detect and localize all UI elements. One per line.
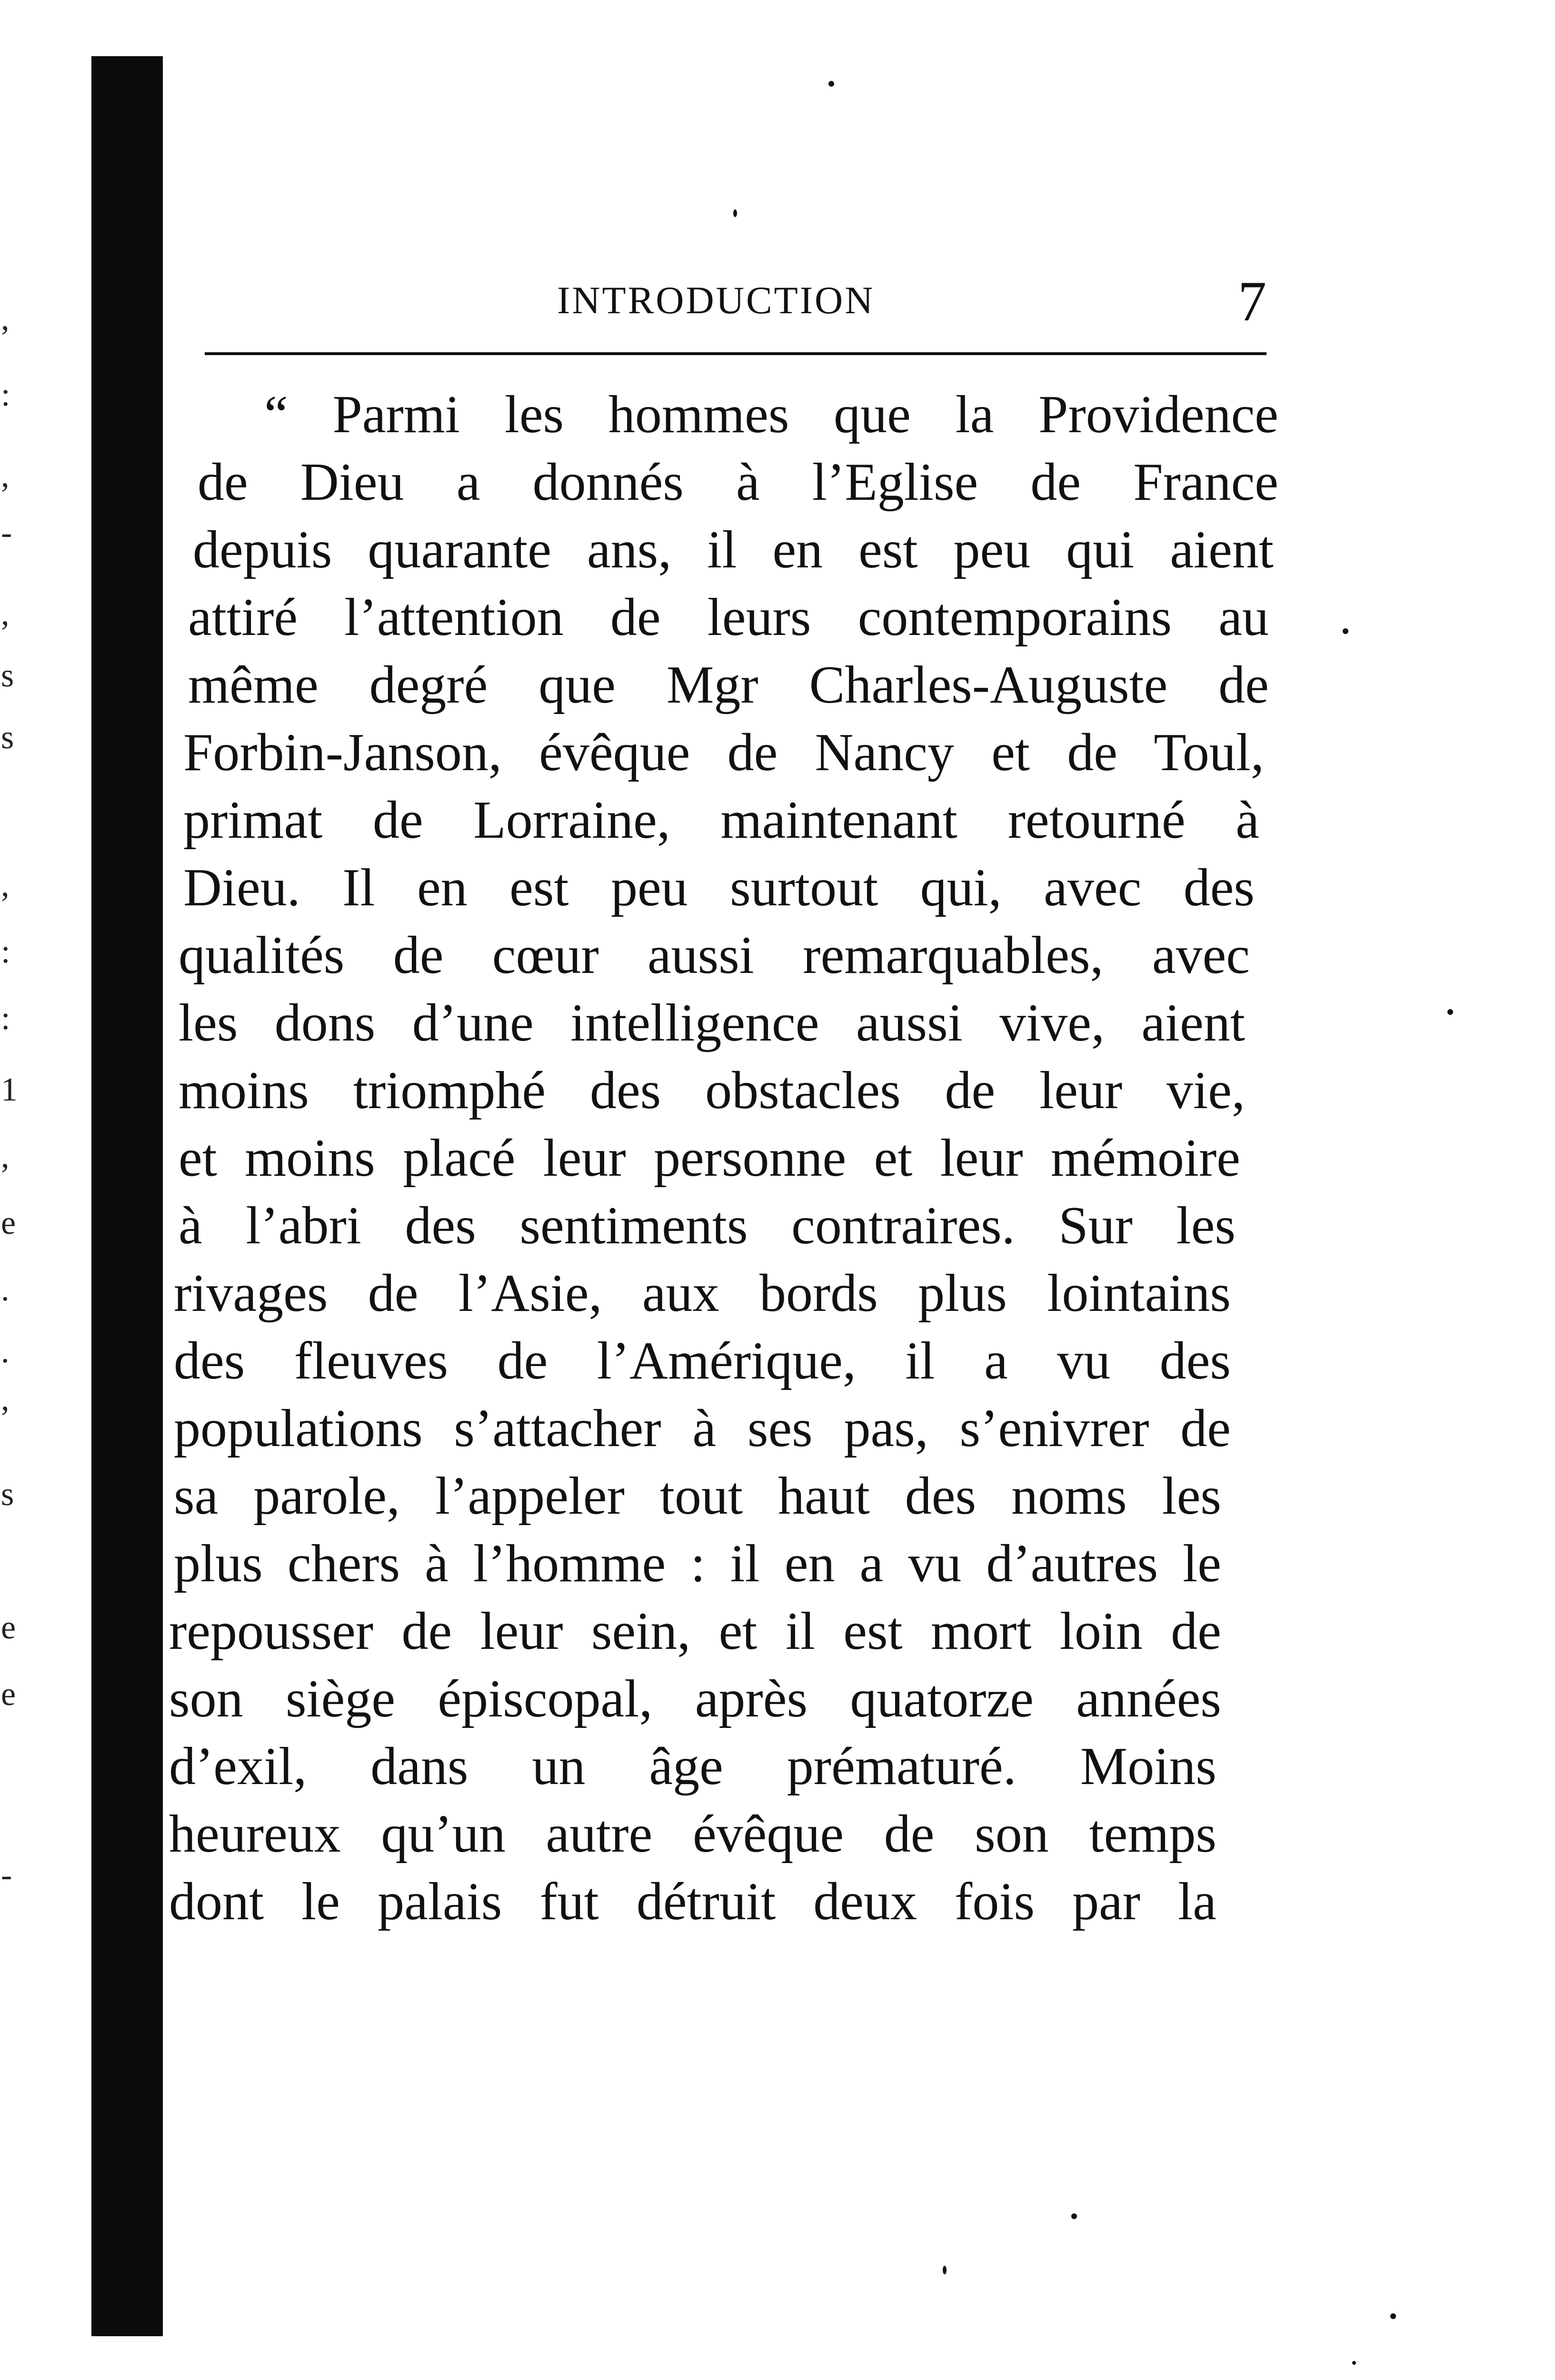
scan-speck <box>1343 628 1348 634</box>
running-head: INTRODUCTION <box>557 278 875 322</box>
text-line: même degré que Mgr Charles-Auguste de <box>188 655 1269 714</box>
bleed-mark: s <box>1 719 14 756</box>
bleed-mark: , <box>1 1381 10 1418</box>
bleed-mark: , <box>1 867 10 903</box>
header-rule <box>205 352 1266 355</box>
scan-speck <box>1071 2213 1077 2219</box>
bleed-mark: : <box>1 1000 10 1037</box>
bleed-mark: , <box>1 457 10 494</box>
bleed-mark: : <box>1 933 10 970</box>
bleed-mark: e <box>1 1609 16 1646</box>
text-line: “ Parmi les hommes que la Providence <box>264 385 1278 444</box>
bleed-mark: s <box>1 657 14 694</box>
text-line: des fleuves de l’Amérique, il a vu des <box>174 1331 1231 1390</box>
text-line: populations s’attacher à ses pas, s’enivrer de <box>174 1399 1231 1458</box>
scan-speck <box>1390 2313 1396 2319</box>
bleed-mark: 1 <box>1 1071 18 1108</box>
text-line: depuis quarante ans, il en est peu qui aient <box>193 520 1274 579</box>
text-line: dont le palais fut détruit deux fois par la <box>169 1872 1216 1931</box>
scan-speck <box>733 209 737 217</box>
bleed-mark: - <box>1 515 12 551</box>
text-line: de Dieu a donnés à l’Eglise de France <box>198 453 1278 512</box>
text-line: Dieu. Il en est peu surtout qui, avec des <box>183 858 1255 917</box>
text-line: primat de Lorraine, maintenant retourné à <box>183 791 1259 850</box>
bleed-mark: , <box>1 1138 10 1175</box>
bleed-mark: s <box>1 1476 14 1513</box>
text-line: attiré l’attention de leurs contemporains au <box>188 588 1269 647</box>
bleed-mark: e <box>1 1676 16 1713</box>
page-number: 7 <box>1238 269 1266 333</box>
text-line: et moins placé leur personne et leur mémoire <box>179 1129 1240 1188</box>
text-line: moins triomphé des obstacles de leur vie, <box>179 1061 1245 1120</box>
text-line: les dons d’une intelligence aussi vive, aient <box>179 993 1245 1052</box>
text-line: d’exil, dans un âge prématuré. Moins <box>169 1737 1216 1796</box>
text-line: repousser de leur sein, et il est mort loin de <box>169 1602 1221 1661</box>
text-line: qualités de cœur aussi remarquables, avec <box>179 926 1250 985</box>
text-line: heureux qu’un autre évêque de son temps <box>169 1805 1216 1864</box>
bleed-mark: e <box>1 1205 16 1241</box>
scan-speck <box>828 81 834 87</box>
text-line: son siège épiscopal, après quatorze années <box>169 1669 1221 1728</box>
text-line: plus chers à l’homme : il en a vu d’autres le <box>174 1534 1221 1593</box>
bleed-mark: - <box>1 1857 12 1894</box>
bleed-through-margin <box>0 0 19 2380</box>
bleed-mark: : <box>1 377 10 413</box>
text-line: sa parole, l’appeler tout haut des noms les <box>174 1467 1221 1526</box>
text-line: rivages de l’Asie, aux bords plus lointains <box>174 1264 1231 1323</box>
bleed-mark: , <box>1 300 10 337</box>
page-header <box>205 267 1266 333</box>
text-line: Forbin-Janson, évêque de Nancy et de Toul, <box>183 723 1264 782</box>
bleed-mark: . <box>1 1333 10 1370</box>
scan-speck <box>943 2266 947 2274</box>
scan-speck <box>1447 1009 1453 1015</box>
binding-shadow <box>91 56 163 2336</box>
text-line: à l’abri des sentiments contraires. Sur les <box>179 1196 1236 1255</box>
bleed-mark: . <box>1 1271 10 1308</box>
bleed-mark: , <box>1 595 10 632</box>
scan-speck <box>1352 2361 1356 2365</box>
body-text <box>169 381 1278 1935</box>
